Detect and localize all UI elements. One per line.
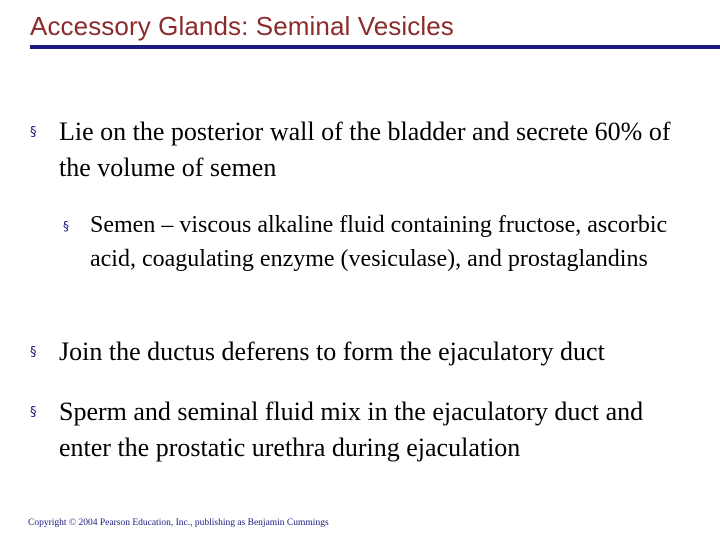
bullet-item xyxy=(30,394,700,466)
bullet-marker-icon: § xyxy=(30,405,37,420)
sub-bullet-marker-icon: § xyxy=(63,219,69,233)
title-underline xyxy=(30,45,720,49)
bullet-marker-icon: § xyxy=(30,345,37,360)
bullet-text: Join the ductus deferens to form the ejaculatory duct xyxy=(59,337,605,366)
bullet-text: Sperm and seminal fluid mix in the ejaculatory duct and enter the prostatic urethra during ejaculation xyxy=(59,397,644,462)
bullet-text: Lie on the posterior wall of the bladder and secrete 60% of the volume of semen xyxy=(59,117,671,182)
slide-title: Accessory Glands: Seminal Vesicles xyxy=(30,11,454,41)
sub-bullet-text: Semen – viscous alkaline fluid containing fructose, ascorbic acid, coagulating enzyme (vesiculase), and prostaglandins xyxy=(90,212,668,272)
bullet-item xyxy=(30,114,700,186)
sub-bullet-item xyxy=(63,208,703,276)
bullet-marker-icon: § xyxy=(30,125,37,140)
copyright-footer: Copyright © 2004 Pearson Education, Inc., publishing as Benjamin Cummings xyxy=(28,518,329,528)
bullet-item xyxy=(30,334,700,370)
